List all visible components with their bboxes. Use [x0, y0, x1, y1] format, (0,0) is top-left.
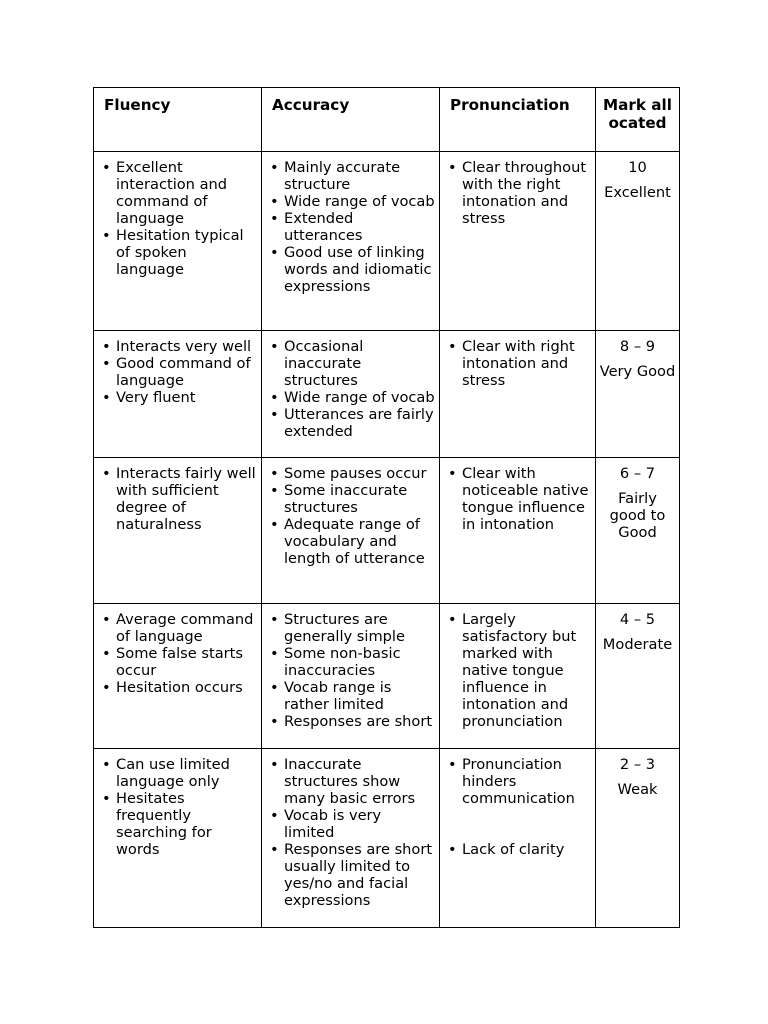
list-item: • Occasional inaccurate structures: [268, 338, 435, 389]
list-item: • Good command of language: [100, 355, 257, 389]
list-item: • Clear with right intonation and stress: [446, 338, 591, 389]
list-item: • Extended utterances: [268, 210, 435, 244]
fluency-cell: [94, 458, 262, 604]
header-row: [94, 88, 680, 152]
list-item: • Hesitation typical of spoken language: [100, 227, 257, 278]
list-item: • Hesitation occurs: [100, 679, 257, 696]
list-item: • Wide range of vocab: [268, 389, 435, 406]
accuracy-cell: [262, 604, 440, 749]
header-fluency-label: Fluency: [104, 96, 171, 114]
header-fluency: [94, 88, 262, 152]
accuracy-cell: [262, 749, 440, 928]
mark-grade: Fairly good to Good: [609, 490, 666, 541]
mark-range: 4 – 5: [619, 611, 656, 628]
pronunciation-cell: [440, 749, 596, 928]
fluency-cell: [94, 152, 262, 331]
table-row: [94, 331, 680, 458]
mark-cell: [596, 604, 680, 749]
table-row: [94, 749, 680, 928]
list-item: • Lack of clarity: [446, 841, 591, 858]
header-pronunciation-label: Pronunciation: [450, 96, 570, 114]
pronunciation-cell: [440, 152, 596, 331]
header-accuracy: [262, 88, 440, 152]
list-item: • Vocab range is rather limited: [268, 679, 435, 713]
pronunciation-cell: [440, 458, 596, 604]
list-item: • Interacts fairly well with sufficient degree of naturalness: [100, 465, 257, 533]
list-item: • Some false starts occur: [100, 645, 257, 679]
list-item: • Utterances are fairly extended: [268, 406, 435, 440]
mark-grade: Weak: [617, 781, 658, 798]
header-accuracy-label: Accuracy: [272, 96, 350, 114]
list-item: • Clear throughout with the right intonation and stress: [446, 159, 591, 227]
mark-range: 8 – 9: [619, 338, 656, 355]
mark-grade: Very Good: [599, 363, 676, 380]
header-mark-label: Mark allocated: [603, 96, 672, 132]
mark-cell: [596, 749, 680, 928]
table-row: [94, 458, 680, 604]
fluency-cell: [94, 331, 262, 458]
mark-cell: [596, 331, 680, 458]
list-item: • Responses are short: [268, 713, 435, 730]
list-item: • Some inaccurate structures: [268, 482, 435, 516]
mark-grade: Moderate: [602, 636, 673, 653]
list-item: • Inaccurate structures show many basic errors: [268, 756, 435, 807]
list-item: • Can use limited language only: [100, 756, 257, 790]
list-item: • Responses are short usually limited to yes/no and facial expressions: [268, 841, 435, 909]
pronunciation-cell: [440, 604, 596, 749]
table-row: [94, 152, 680, 331]
mark-range: 10: [628, 159, 647, 176]
list-item: • Some non-basic inaccuracies: [268, 645, 435, 679]
mark-range: 2 – 3: [619, 756, 656, 773]
table-row: [94, 604, 680, 749]
accuracy-cell: [262, 458, 440, 604]
fluency-cell: [94, 749, 262, 928]
list-item: • Very fluent: [100, 389, 257, 406]
list-item: • Structures are generally simple: [268, 611, 435, 645]
list-item: • Mainly accurate structure: [268, 159, 435, 193]
list-item: • Interacts very well: [100, 338, 257, 355]
pronunciation-cell: [440, 331, 596, 458]
accuracy-cell: [262, 152, 440, 331]
mark-cell: [596, 458, 680, 604]
header-mark: [596, 88, 680, 152]
list-item: • Hesitates frequently searching for words: [100, 790, 257, 858]
accuracy-cell: [262, 331, 440, 458]
mark-cell: [596, 152, 680, 331]
list-item: • Adequate range of vocabulary and length of utterance: [268, 516, 435, 567]
list-item: • Some pauses occur: [268, 465, 435, 482]
list-item: • Pronunciation hinders communication: [446, 756, 591, 807]
list-item: • Wide range of vocab: [268, 193, 435, 210]
mark-grade: Excellent: [604, 184, 671, 201]
list-item: • Largely satisfactory but marked with native tongue influence in intonation and pronunciation: [446, 611, 591, 730]
mark-range: 6 – 7: [619, 465, 656, 482]
header-pronunciation: [440, 88, 596, 152]
assessment-rubric-table: [93, 87, 680, 928]
list-item: • Clear with noticeable native tongue influence in intonation: [446, 465, 591, 533]
list-item: • Good use of linking words and idiomatic expressions: [268, 244, 435, 295]
fluency-cell: [94, 604, 262, 749]
list-item: • Average command of language: [100, 611, 257, 645]
list-item: • Vocab is very limited: [268, 807, 435, 841]
list-item: • Excellent interaction and command of language: [100, 159, 257, 227]
